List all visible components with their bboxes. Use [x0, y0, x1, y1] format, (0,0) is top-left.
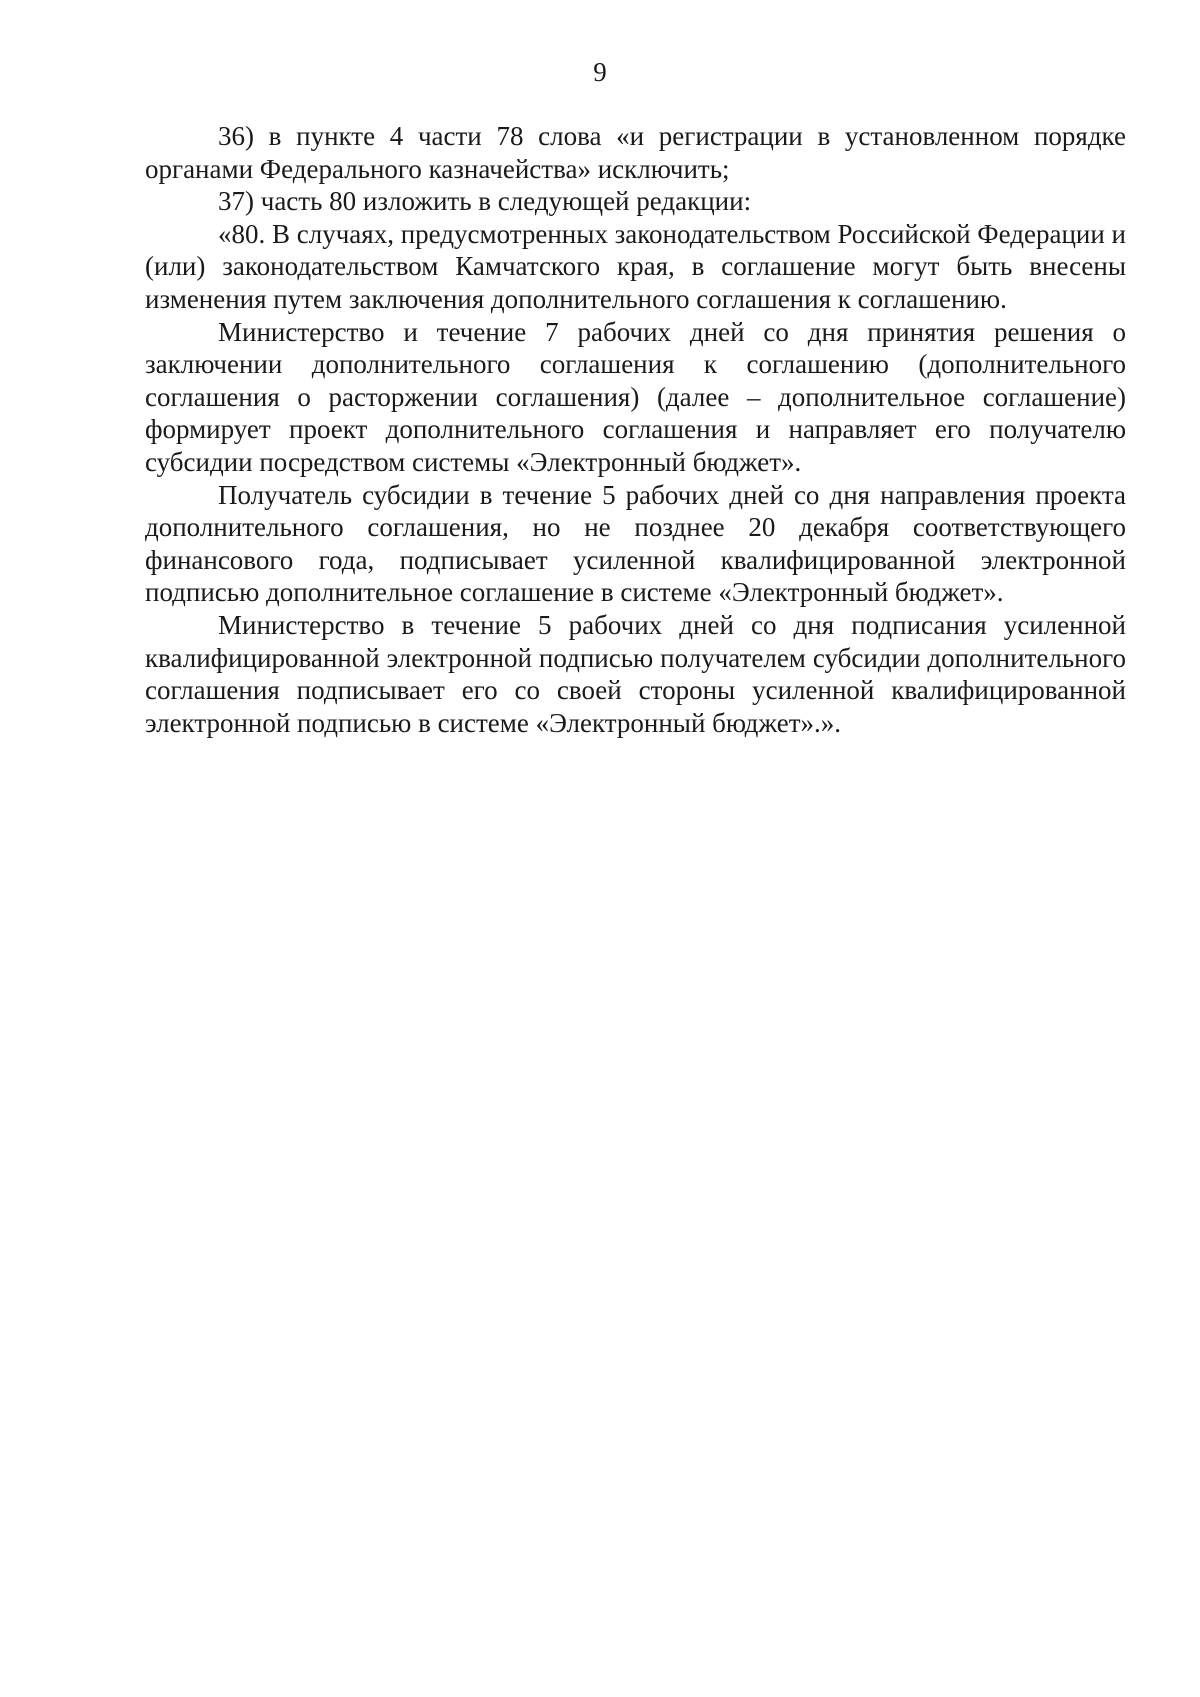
document-body	[145, 120, 1126, 739]
paragraph-ministry-signing: Министерство в течение 5 рабочих дней со дня подписания усиленной квалифицированной электронной подписью получателем субсидии дополнительного соглашения подписывает его со своей стороны усиленной квалифицированной электронной подписью в системе «Электронный бюджет».».	[145, 609, 1126, 738]
paragraph-part-80: «80. В случаях, предусмотренных законодательством Российской Федерации и (или) законодательством Камчатского края, в соглашение могут быть внесены изменения путем заключения дополнительного соглашения к соглашению.	[145, 218, 1126, 314]
paragraph-item-37: 37) часть 80 изложить в следующей редакции:	[218, 186, 752, 217]
paragraph-recipient-signing: Получатель субсидии в течение 5 рабочих дней со дня направления проекта дополнительного соглашения, но не позднее 20 декабря соответствующего финансового года, подписывает усиленной квалифицированной электронной подписью дополнительное соглашение в системе «Электронный бюджет».	[145, 479, 1126, 608]
paragraph-ministry-draft: Министерство и течение 7 рабочих дней со дня принятия решения о заключении дополнительного соглашения к соглашению (дополнительного соглашения о расторжении соглашения) (далее – дополнительное соглашение) формирует проект дополнительного соглашения и направляет его получателю субсидии посредством системы «Электронный бюджет».	[145, 316, 1126, 477]
page-number: 9	[593, 57, 607, 87]
paragraph-item-36: 36) в пункте 4 части 78 слова «и регистрации в установленном порядке органами Федерального казначейства» исключить;	[145, 121, 1126, 184]
